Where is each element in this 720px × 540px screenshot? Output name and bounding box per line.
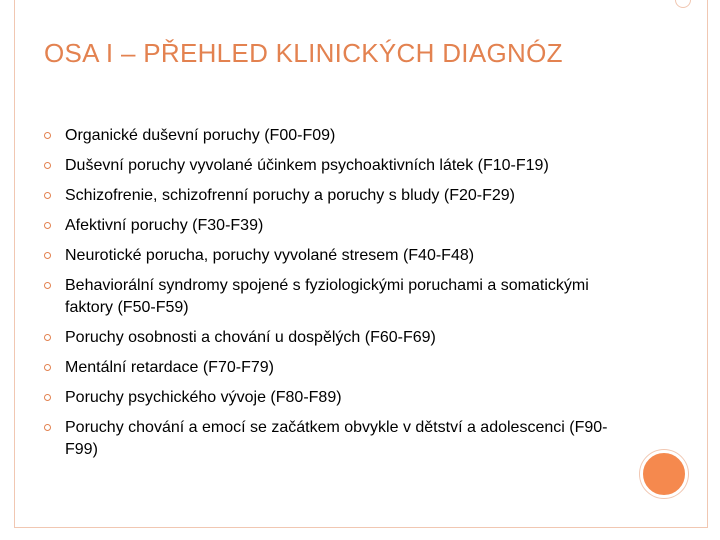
- list-item: [44, 387, 624, 409]
- list-item-label: Poruchy osobnosti a chování u dospělých (F60-F69): [65, 329, 436, 346]
- slide-title: OSA I – PŘEHLED KLINICKÝCH DIAGNÓZ: [44, 38, 563, 68]
- list-item: [44, 327, 624, 349]
- list-item: [44, 155, 624, 177]
- list-item: [44, 215, 624, 237]
- circle-bullet-icon: [44, 394, 51, 401]
- list-item-label: Behaviorální syndromy spojené s fyziologickými poruchami a somatickými faktory (F50-F59): [65, 277, 589, 316]
- circle-bullet-icon: [44, 222, 51, 229]
- list-item-label: Afektivní poruchy (F30-F39): [65, 217, 264, 234]
- list-item-label: Neurotické porucha, poruchy vyvolané stresem (F40-F48): [65, 247, 475, 264]
- circle-bullet-icon: [44, 162, 51, 169]
- decorative-orange-circle: [640, 450, 688, 498]
- list-item-label: Organické duševní poruchy (F00-F09): [65, 127, 336, 144]
- list-item-label: Schizofrenie, schizofrenní poruchy a poruchy s bludy (F20-F29): [65, 187, 515, 204]
- list-item-label: Mentální retardace (F70-F79): [65, 359, 274, 376]
- circle-bullet-icon: [44, 252, 51, 259]
- circle-bullet-icon: [44, 364, 51, 371]
- list-item-label: Duševní poruchy vyvolané účinkem psychoaktivních látek (F10-F19): [65, 157, 549, 174]
- list-item: [44, 357, 624, 379]
- list-item: [44, 125, 624, 147]
- circle-bullet-icon: [44, 282, 51, 289]
- list-item: [44, 245, 624, 267]
- diagnosis-list: [44, 125, 624, 469]
- list-item-label: Poruchy psychického vývoje (F80-F89): [65, 389, 342, 406]
- list-item-label: Poruchy chování a emocí se začátkem obvykle v dětství a adolescenci (F90-F99): [65, 419, 608, 458]
- circle-bullet-icon: [44, 334, 51, 341]
- circle-bullet-icon: [44, 424, 51, 431]
- list-item: [44, 417, 624, 461]
- list-item: [44, 185, 624, 207]
- circle-bullet-icon: [44, 192, 51, 199]
- list-item: [44, 275, 624, 319]
- circle-bullet-icon: [44, 132, 51, 139]
